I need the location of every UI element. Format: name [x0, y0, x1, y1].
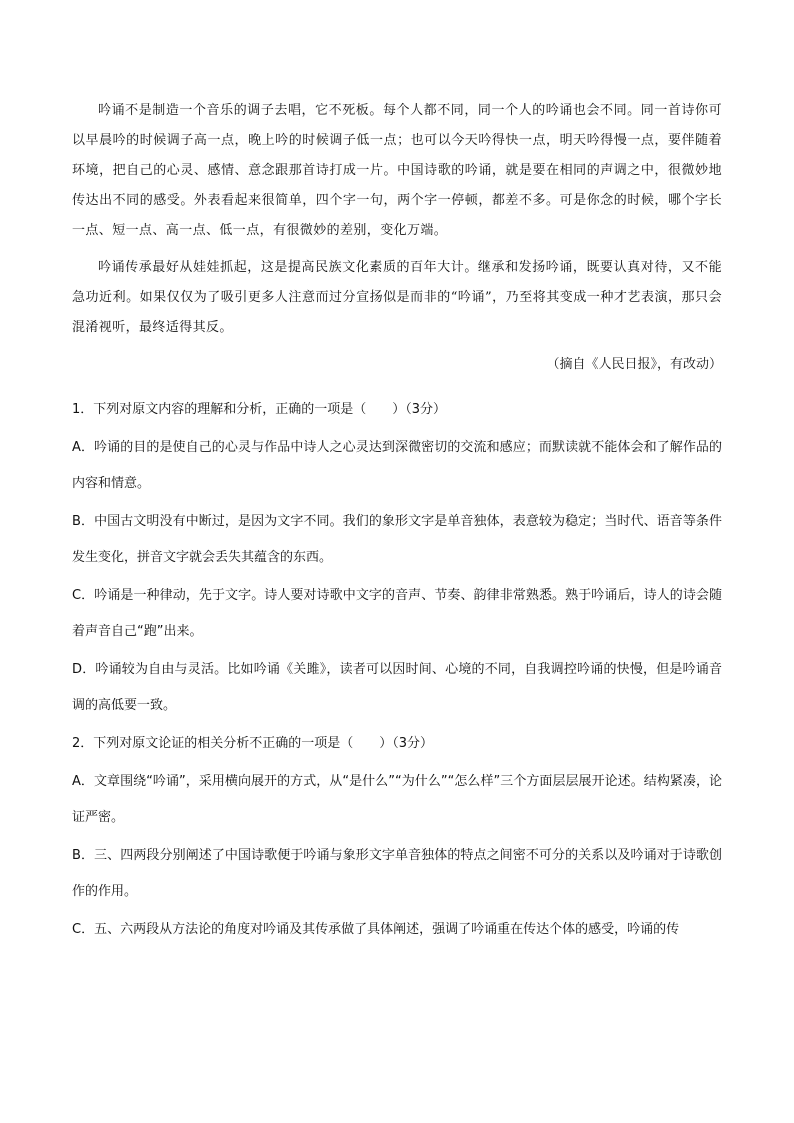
question-2-option-c: C．五、六两段从方法论的角度对吟诵及其传承做了具体阐述，强调了吟诵重在传达个体的感受，吟诵的传	[72, 922, 680, 937]
passage-paragraph-1: 吟诵不是制造一个音乐的调子去唱，它不死板。每个人都不同，同一个人的吟诵也会不同。同一首诗你可以早晨吟的时候调子高一点，晚上吟的时候调子低一点；也可以今天吟得快一点，明天吟得慢一点，要伴随着环境，把自己的心灵、感情、意念跟那首诗打成一片。中国诗歌的吟诵，就是要在相同的声调之中，很微妙地传达出不同的感受。外表看起来很简单，四个字一句，两个字一停顿，都差不多。可是你念的时候，哪个字长一点、短一点、高一点、低一点，有很微妙的差别，变化万端。	[72, 103, 722, 238]
question-1-option-c: C．吟诵是一种律动，先于文字。诗人要对诗歌中文字的音声、节奏、韵律非常熟悉。熟于吟诵后，诗人的诗会随着声音自己“跑”出来。	[72, 588, 722, 639]
question-2-option-b: B．三、四两段分别阐述了中国诗歌便于吟诵与象形文字单音独体的特点之间密不可分的关系以及吟诵对于诗歌创作的作用。	[72, 848, 722, 899]
source-citation: （摘自《人民日报》，有改动）	[546, 357, 722, 372]
question-1	[72, 392, 722, 724]
question-2-stem: 2．下列对原文论证的相关分析不正确的一项是（ ）（3分）	[72, 736, 434, 751]
question-2	[72, 726, 722, 948]
question-1-option-a: A．吟诵的目的是使自己的心灵与作品中诗人之心灵达到深微密切的交流和感应；而默读就不能体会和了解作品的内容和情意。	[72, 440, 722, 491]
question-1-option-b: B．中国古文明没有中断过，是因为文字不同。我们的象形文字是单音独体，表意较为稳定；当时代、语音等条件发生变化，拼音文字就会丢失其蕴含的东西。	[72, 514, 722, 565]
question-1-option-d: D．吟诵较为自由与灵活。比如吟诵《关雎》，读者可以因时间、心境的不同，自我调控吟诵的快慢，但是吟诵音调的高低要一致。	[72, 662, 722, 713]
document-page	[72, 96, 722, 950]
passage-paragraph-2: 吟诵传承最好从娃娃抓起，这是提高民族文化素质的百年大计。继承和发扬吟诵，既要认真对待，又不能急功近利。如果仅仅为了吸引更多人注意而过分宣扬似是而非的“吟诵”，乃至将其变成一种才艺表演，那只会混淆视听，最终适得其反。	[72, 260, 722, 335]
question-1-stem: 1．下列对原文内容的理解和分析，正确的一项是（ ）（3分）	[72, 402, 447, 417]
question-2-option-a: A．文章围绕“吟诵”，采用横向展开的方式，从“是什么”“为什么”“怎么样”三个方面层层展开论述。结构紧凑，论证严密。	[72, 774, 722, 825]
